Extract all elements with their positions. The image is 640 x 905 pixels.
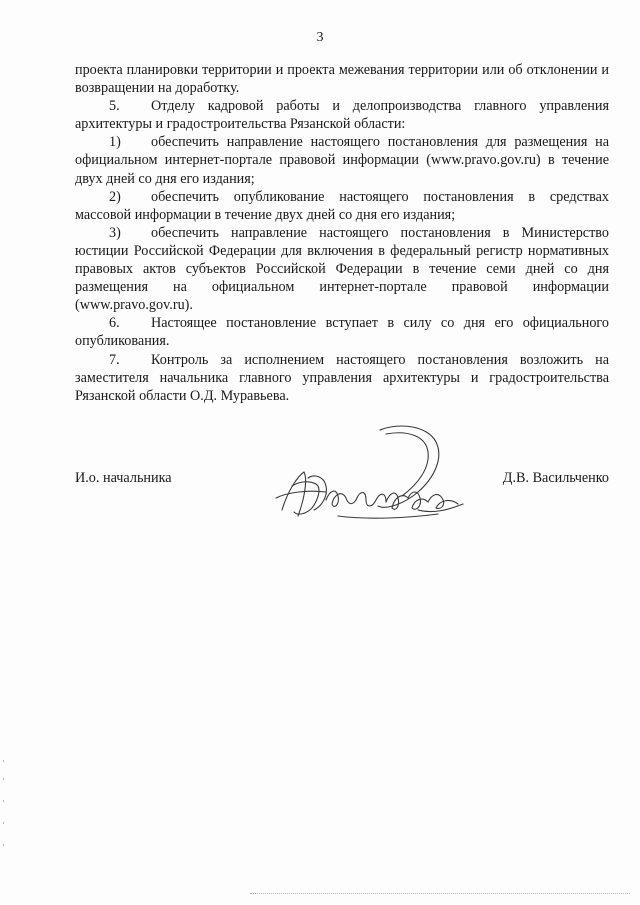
paragraph-number: 7. <box>109 351 120 368</box>
paragraph-text: обеспечить направление настоящего постановления в Министерство юстиции Российской Федерации для включения в федеральный регистр нормативных правовых актов субъектов Российской Федерации в течение семи дней со дня размещения на официальном интернет-портале правовой информации (www.pravo.gov.ru). <box>75 224 609 314</box>
paragraph-item-6 <box>75 314 609 350</box>
paragraph-number: 6. <box>109 315 120 332</box>
paragraph-number: 5. <box>109 98 120 115</box>
paragraph-subitem-1 <box>75 133 609 187</box>
signature-block <box>75 470 609 500</box>
paragraph-text: обеспечить направление настоящего постановления для размещения на официальном интернет-портале правовой информации (www.pravo.gov.ru) в течение двух дней со дня его издания; <box>75 134 609 187</box>
paragraph-text: Настоящее постановление вступает в силу со дня его официального опубликования. <box>75 315 609 350</box>
paragraph-item-5 <box>75 97 609 133</box>
paragraph-text: обеспечить опубликование настоящего постановления в средствах массовой информации в течение двух дней со дня его издания; <box>75 188 609 223</box>
scan-margin-marks <box>3 760 5 860</box>
paragraph-subitem-3 <box>75 224 609 314</box>
document-body <box>75 61 609 405</box>
paragraph-text: Отделу кадровой работы и делопроизводства главного управления архитектуры и градостроительства Рязанской области: <box>75 98 609 133</box>
paragraph-number: 1) <box>109 134 121 151</box>
page-number: 3 <box>316 30 324 45</box>
paragraph-continuation <box>75 61 609 97</box>
paragraph-number: 3) <box>109 224 121 241</box>
scan-bottom-edge <box>250 893 630 896</box>
paragraph-number: 2) <box>109 188 121 205</box>
paragraph-item-7 <box>75 351 609 405</box>
paragraph-text: проекта планировки территории и проекта межевания территории или об отклонении и возвращении на доработку. <box>75 62 609 97</box>
signatory-name: Д.В. Васильченко <box>502 470 609 486</box>
paragraph-subitem-2 <box>75 188 609 224</box>
paragraph-text: Контроль за исполнением настоящего постановления возложить на заместителя начальника главного управления архитектуры и градостроительства Рязанской области О.Д. Муравьева. <box>75 351 609 404</box>
signatory-position: И.о. начальника <box>75 470 172 486</box>
